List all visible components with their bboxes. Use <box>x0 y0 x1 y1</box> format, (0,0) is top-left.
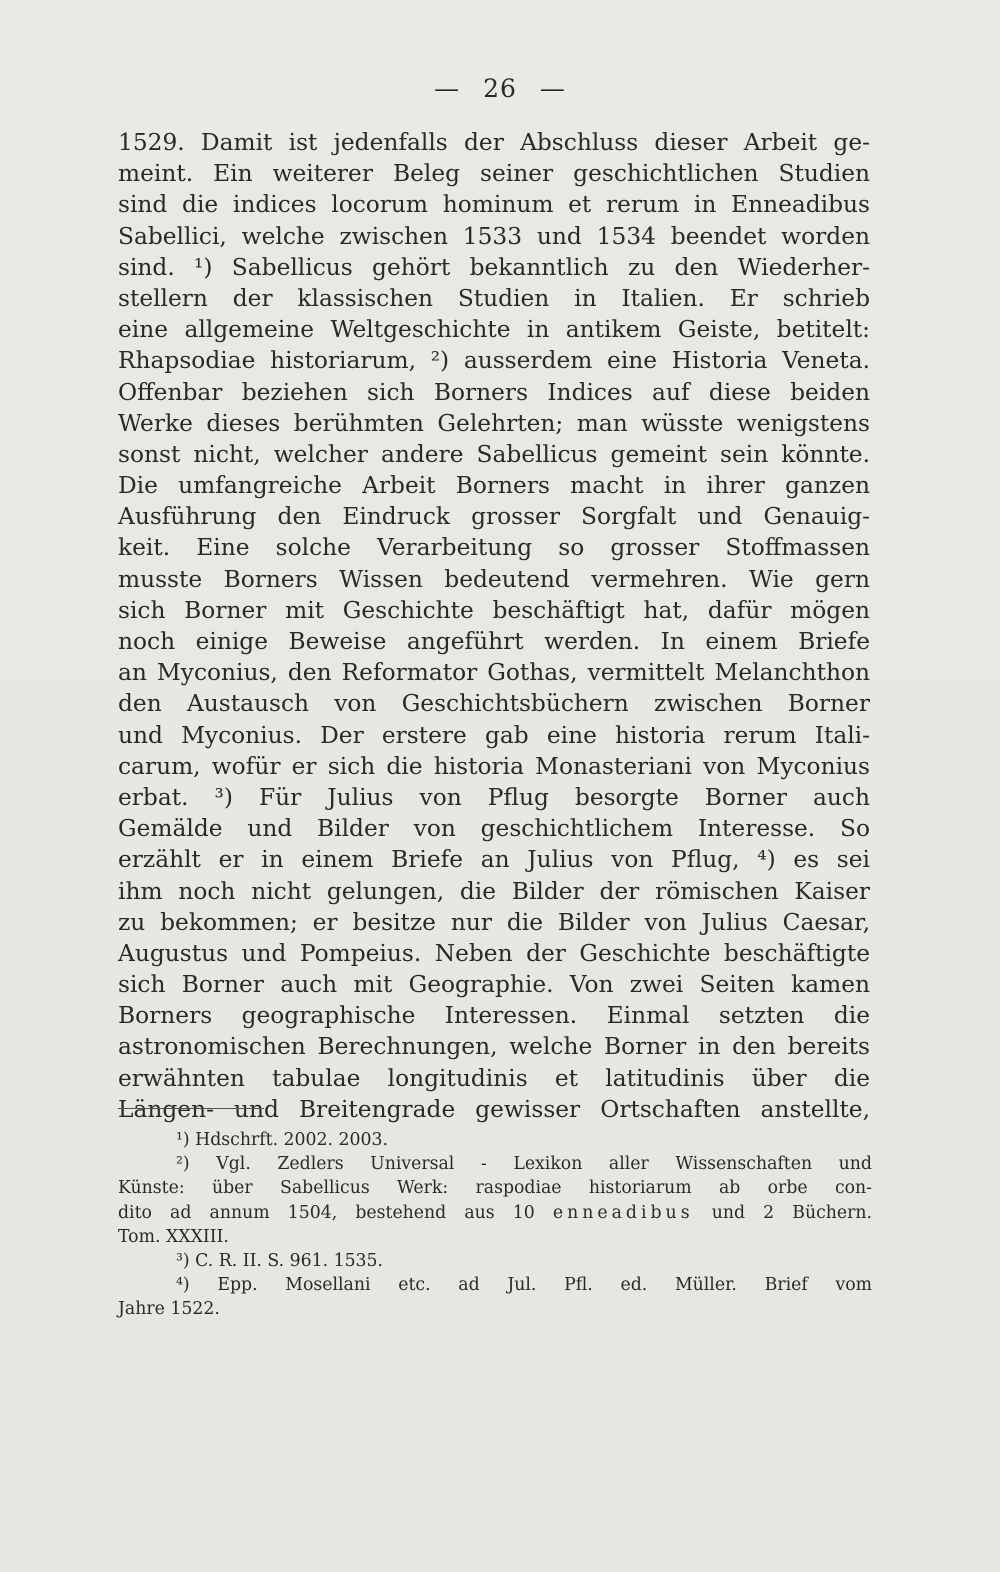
main-text <box>118 127 870 1125</box>
text-line: Offenbar beziehen sich Borners Indices auf diese beiden <box>118 378 870 406</box>
footnote-3: ³) C. R. II. S. 961. 1535. <box>176 1250 384 1271</box>
footnote-2-line <box>118 1201 872 1225</box>
text-line: Die umfangreiche Arbeit Borners macht in ihrer ganzen <box>118 472 870 500</box>
text-line: erzählt er in einem Briefe an Julius von Pflug, ⁴) es sei <box>118 846 870 874</box>
text-line: an Myconius, den Reformator Gothas, vermittelt Melanchthon <box>118 659 870 687</box>
footnote-4-line: ⁴) Epp. Mosellani etc. ad Jul. Pfl. ed. Müller. Brief vom <box>176 1275 872 1296</box>
text-line: noch einige Beweise angeführt werden. In einem Briefe <box>118 628 870 655</box>
text-line: und Myconius. Der erstere gab eine historia rerum Itali- <box>118 721 870 749</box>
text-line: stellern der klassischen Studien in Italien. Er schrieb <box>118 284 870 312</box>
text-line: Augustus und Pompeius. Neben der Geschichte beschäftigte <box>118 939 870 967</box>
text-line: erbat. ³) Für Julius von Pflug besorgte Borner auch <box>118 783 870 811</box>
text-line: sich Borner mit Geschichte beschäftigt hat, dafür mögen <box>118 596 870 624</box>
text-line: Werke dieses berühmten Gelehrten; man wüsste wenigstens <box>118 409 870 437</box>
footnote-2-line: Künste: über Sabellicus Werk: raspodiae historiarum ab orbe con- <box>118 1178 872 1199</box>
text-line: sich Borner auch mit Geographie. Von zwei Seiten kamen <box>118 971 870 999</box>
text-line: Ausführung den Eindruck grosser Sorgfalt und Genauig- <box>118 503 870 531</box>
text-line: carum, wofür er sich die historia Monasteriani von Myconius <box>118 752 870 780</box>
footnote-2-spaced-word: enneadibus <box>552 1202 694 1223</box>
page-number: — 26 — <box>434 74 566 103</box>
text-line: musste Borners Wissen bedeutend vermehren. Wie gern <box>118 565 870 593</box>
footnote-2-text: dito ad annum 1504, bestehend aus 10 <box>118 1202 535 1223</box>
text-line: zu bekommen; er besitze nur die Bilder von Julius Caesar, <box>118 908 870 936</box>
text-line: ihm noch nicht gelungen, die Bilder der römischen Kaiser <box>118 877 870 905</box>
text-line: meint. Ein weiterer Beleg seiner geschichtlichen Studien <box>118 160 870 188</box>
text-line: sind die indices locorum hominum et rerum in Enneadibus <box>118 191 870 219</box>
text-line: Rhapsodiae historiarum, ²) ausserdem eine Historia Veneta. <box>118 347 870 375</box>
footnotes <box>118 1128 872 1322</box>
text-line: den Austausch von Geschichtsbüchern zwischen Borner <box>118 690 870 718</box>
text-line: Borners geographische Interessen. Einmal setzten die <box>118 1002 870 1030</box>
text-line: sind. ¹) Sabellicus gehört bekanntlich zu den Wiederher- <box>118 253 870 281</box>
footnote-2-line: ²) Vgl. Zedlers Universal - Lexikon aller Wissenschaften und <box>176 1154 872 1175</box>
text-line: 1529. Damit ist jedenfalls der Abschluss dieser Arbeit ge- <box>118 129 870 156</box>
text-line: Längen- und Breitengrade gewisser Ortschaften anstellte, <box>118 1095 870 1123</box>
text-line: eine allgemeine Weltgeschichte in antikem Geiste, betitelt: <box>118 316 870 344</box>
footnote-rule <box>118 1108 264 1109</box>
text-line: Gemälde und Bilder von geschichtlichem Interesse. So <box>118 815 870 843</box>
footnote-4-line: Jahre 1522. <box>118 1299 220 1320</box>
text-line: astronomischen Berechnungen, welche Borner in den bereits <box>118 1033 870 1061</box>
text-line: sonst nicht, welcher andere Sabellicus gemeint sein könnte. <box>118 440 870 468</box>
footnote-2-text: und 2 Büchern. <box>711 1202 872 1223</box>
footnote-1: ¹) Hdschrft. 2002. 2003. <box>176 1130 388 1150</box>
text-line: erwähnten tabulae longitudinis et latitudinis über die <box>118 1064 870 1092</box>
footnote-2-line: Tom. XXXIII. <box>118 1226 229 1247</box>
text-line: keit. Eine solche Verarbeitung so grosser Stoffmassen <box>118 534 870 562</box>
text-line: Sabellici, welche zwischen 1533 und 1534 beendet worden <box>118 222 870 250</box>
